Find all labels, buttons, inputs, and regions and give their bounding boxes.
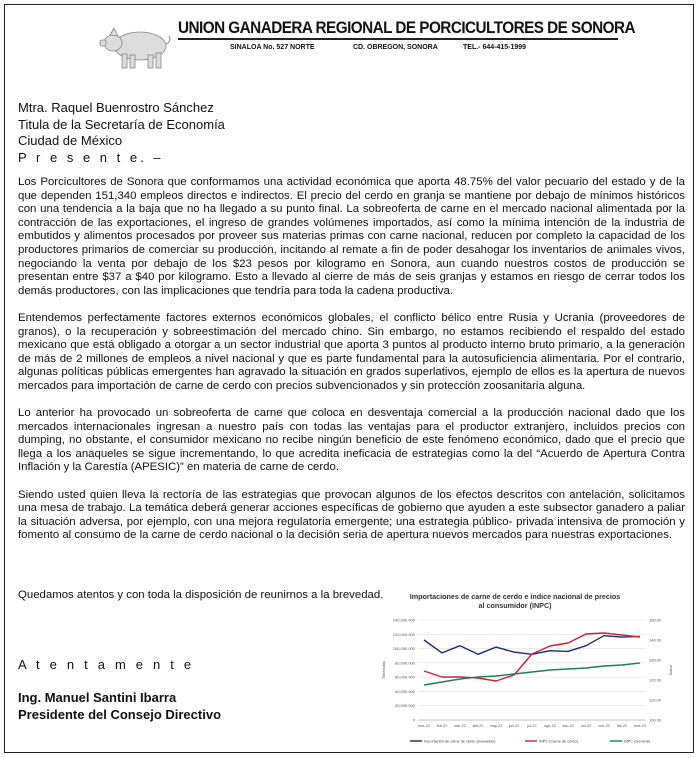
x-tick-label: abr-22 (472, 724, 484, 728)
paragraph: Los Porcicultores de Sonora que conformamos una actividad económica que aporta 48.75% del valor pecuario del estado y de la que dependen 151,340 empleos directos e indirectos. El precio del cerdo en granja se mantiene por debajo de mínimos históricos con una tendencia a la baja que no ha llegado a su punto final. La sobreoferta de carne en el mercado nacional alimentada por la contracción de las exportaciones, el ingreso de grandes volúmenes importados, así como la mínima intención de la industria de embutidos y alimentos procesados por proveer sus materias primas con carne nacional, reducen por completo la capacidad de los productores primarios de comerciar su producción, incitando al remate a fin de poder desahogar los inventarios de animales vivos, negociando la venta por debajo de los $23 pesos por kilogramo en Sonora, aun cuando nuestros costos de producción se presentan entre $37 a $40 por kilogramo. Esto a llevado al cierre de más de seis granjas y estamos en riesgo de cerrar todos los demás productores, con las implicaciones que tendría para toda la cadena productiva. (18, 176, 685, 297)
legend-entry: INPC (Carne de cerdo) (539, 739, 578, 744)
series-line-3 (424, 663, 640, 685)
closing-line: Quedamos atentos y con toda la disposición de reunirnos a la brevedad. (18, 589, 384, 601)
signature-block (18, 689, 221, 723)
y-axis-label-right: Índice (668, 664, 673, 676)
chart-title: Importaciones de carne de cerdo e índice nacional de precios (409, 592, 621, 601)
x-tick-label: ago-22 (544, 724, 556, 728)
y-tick-label-right: 120.00 (649, 677, 662, 683)
recipient-name: Mtra. Raquel Buenrostro Sánchez (18, 100, 214, 115)
imports-inpc-chart (370, 588, 688, 750)
letterhead-phone: TEL.- 644-415-1999 (463, 44, 527, 51)
chart-title: al consumidor (INPC) (478, 601, 552, 610)
paragraph: Lo anterior ha provocado un sobreoferta de carne que coloca en desventaja comercial a la producción nacional dado que los mercados internacionales ingresan a nuestro país con todas las ventajas para el productor extranjero, incluidos precios con dumping, no obstante, el consumidor mexicano no recibe ningún beneficio de este fenómeno económico, dado que el precio que llega a los anaqueles se sigue incrementando, lo que acredita ineficacia de estrategias como la del “Acuerdo de Apertura Contra Inflación y la Carestía (APESIC)” en materia de carne de cerdo. (18, 407, 685, 474)
y-tick-label-left: 120,000.000 (392, 631, 415, 637)
x-tick-label: oct-22 (580, 724, 592, 728)
paragraph: Entendemos perfectamente factores externos económicos globales, el conflicto bélico entre Rusia y Ucrania (proveedores de granos), o la recuperación y sobreestimación del mercado chino. Sin embargo, no estamos recibiendo el respaldo del estado mexicano que está obligado a otorgar a un sector industrial que aporta 3 puntos al producto interno bruto primario, a la generación de más de 2 millones de empleos a nivel nacional y que es parte fundamental para la autosuficiencia alimentaria. Por el contrario, algunas políticas públicas emergentes han agravado la situación en grados superlativos, ejemplo de ellos es la apertura de nuevos mercados para importación de carne de cerdo con precios subvencionados y sin protección zoosanitaria alguna. (18, 311, 685, 392)
x-tick-label: dic-22 (616, 724, 628, 728)
letterhead-divider (178, 38, 618, 40)
letter-body (18, 176, 685, 557)
y-tick-label-left: 100,000.000 (392, 646, 415, 652)
legend-entry: Importación de carne de cerdo (toneladas) (424, 739, 496, 744)
legend-entry: INPC (General) (624, 739, 651, 744)
y-tick-label-left: 140,000.000 (392, 617, 415, 623)
paragraph: Siendo usted quien lleva la rectoría de las estrategias que provocan algunos de los efectos descritos con antelación, solicitamos una mesa de trabajo. La temática deberá generar acciones específicas de gobierno que ayuden a este subsector ganadero a paliar la situación adversa, por ejemplo, con una mejora regulatoria emergente; una estrategia público- privada intensiva de promoción y fomento al consumo de la carne de cerdo nacional o la decisión seria de apertura nuevos mercados para nuestras exportaciones. (18, 488, 685, 542)
x-tick-label: mar-22 (453, 724, 467, 728)
recipient-city: Ciudad de México (18, 133, 123, 148)
recipient-block (18, 100, 225, 166)
x-tick-label: sep-22 (562, 724, 574, 728)
x-tick-label: jun-22 (508, 724, 520, 728)
organization-name: UNION GANADERA REGIONAL DE PORCICULTORES DE SONORA (178, 18, 635, 37)
salutation: A t e n t a m e n t e (18, 657, 195, 672)
greeting: P r e s e n t e. – (18, 149, 164, 165)
y-tick-label-right: 140.00 (649, 637, 662, 643)
y-tick-label-right: 130.00 (649, 657, 662, 663)
x-tick-label: feb-22 (436, 724, 448, 728)
signer-position: Presidente del Consejo Directivo (18, 707, 222, 722)
x-tick-label: nov-22 (598, 724, 610, 728)
series-line-2 (424, 633, 640, 681)
recipient-title: Titula de la Secretaría de Economía (18, 116, 225, 132)
pig-logo-icon (96, 16, 176, 74)
letterhead-address: SINALOA No. 527 NORTE (230, 44, 315, 51)
y-tick-label-left: 80,000.000 (394, 660, 415, 666)
x-tick-label: jul-22 (527, 724, 537, 728)
x-tick-label: ene-22 (418, 724, 430, 728)
y-tick-label-left: 40,000.000 (394, 688, 415, 694)
y-tick-label-right: 150.00 (649, 617, 662, 623)
signer-name: Ing. Manuel Santini Ibarra (18, 690, 177, 705)
x-tick-label: ene-23 (634, 724, 646, 728)
x-tick-label: may-22 (489, 724, 503, 728)
letterhead-city: CD. OBREGON, SONORA (353, 44, 438, 51)
series-line-1 (424, 636, 640, 655)
y-tick-label-left: 60,000.000 (394, 674, 415, 680)
y-tick-label-left: 0 (412, 717, 415, 723)
y-tick-label-left: 20,000.000 (394, 703, 415, 709)
y-axis-label-left: Toneladas (381, 660, 386, 680)
y-tick-label-right: 100.00 (649, 717, 662, 723)
y-tick-label-right: 110.00 (649, 697, 661, 703)
